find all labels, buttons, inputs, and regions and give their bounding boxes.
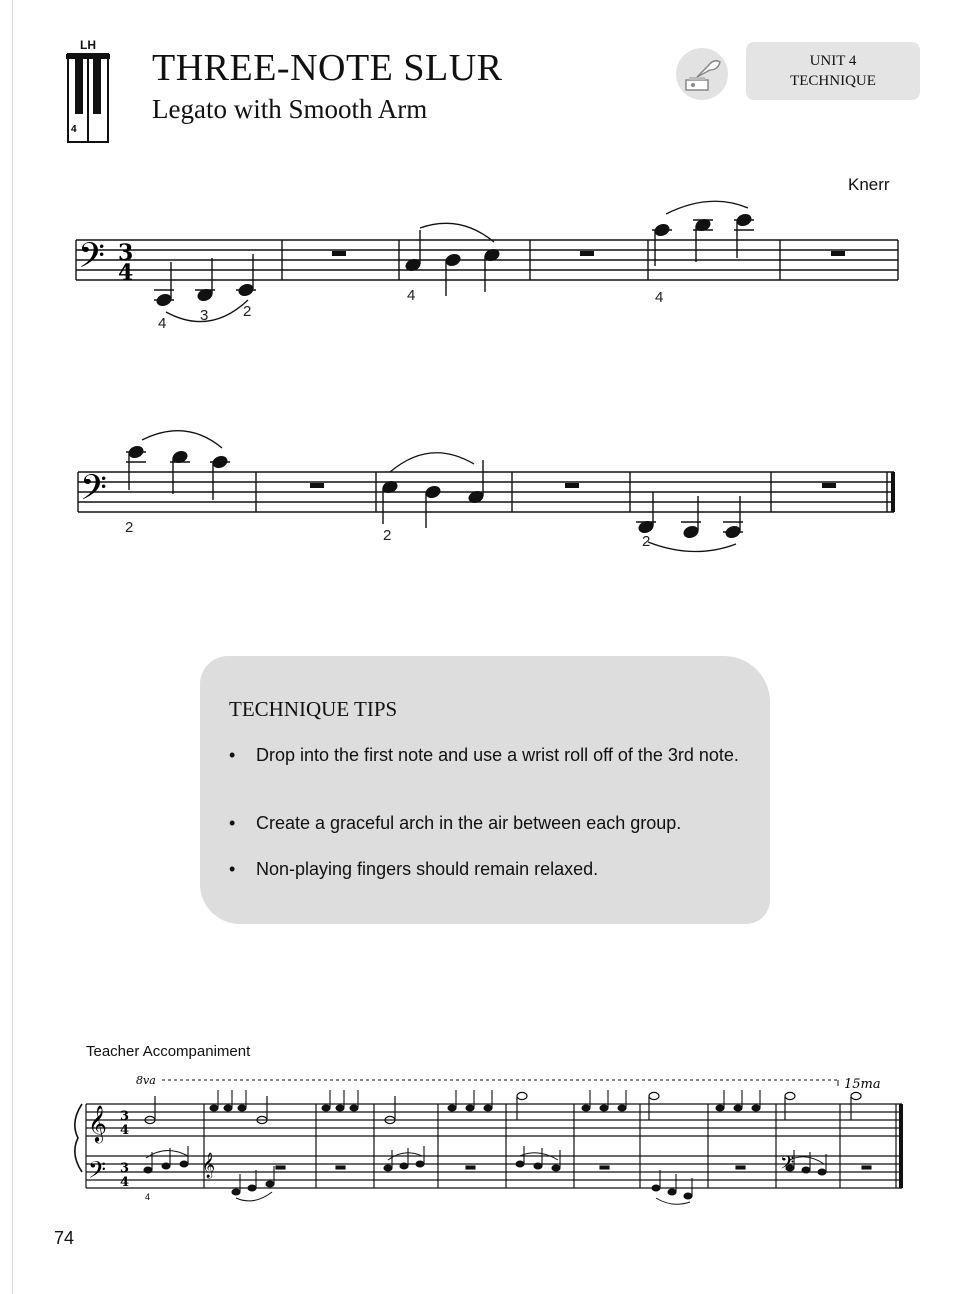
music-system-2	[0, 420, 974, 560]
note	[336, 1105, 344, 1111]
page-title: THREE-NOTE SLUR	[152, 47, 503, 89]
note	[752, 1105, 760, 1111]
page-number: 74	[54, 1228, 75, 1248]
note	[212, 455, 229, 469]
bullet-icon: •	[229, 813, 236, 833]
note	[224, 1105, 232, 1111]
hand-label: LH	[80, 38, 96, 52]
note	[322, 1105, 330, 1111]
note	[466, 1105, 474, 1111]
keyboard-finger-label: 4	[71, 124, 77, 135]
note	[162, 1163, 170, 1169]
bullet-icon: •	[229, 859, 236, 879]
rest	[565, 483, 579, 488]
rest	[862, 1166, 871, 1169]
octave-mark: 8va	[136, 1074, 156, 1087]
accompaniment-label: Teacher Accompaniment	[86, 1043, 251, 1060]
note	[484, 1105, 492, 1111]
note	[144, 1167, 152, 1173]
note	[600, 1105, 608, 1111]
gramophone-icon[interactable]	[674, 46, 730, 102]
bass-clef-icon: 𝄢	[88, 1156, 107, 1189]
slur	[648, 542, 736, 552]
fingering: 3	[200, 307, 209, 324]
rest	[276, 1166, 285, 1169]
note	[350, 1105, 358, 1111]
tip-text: Drop into the first note and use a wrist roll off of the 3rd note.	[256, 745, 739, 765]
note	[248, 1185, 256, 1191]
unit-badge-line1: UNIT 4	[809, 53, 857, 69]
time-signature-top: 3	[118, 240, 134, 266]
bass-clef-change-icon: 𝄢	[780, 1153, 795, 1178]
rest	[822, 483, 836, 488]
rest	[736, 1166, 745, 1169]
treble-clef-icon: 𝄞	[88, 1104, 107, 1142]
slur	[142, 431, 222, 448]
tips-heading: TECHNIQUE TIPS	[229, 697, 398, 721]
fingering: 4	[407, 287, 416, 304]
note	[238, 283, 255, 297]
note	[400, 1163, 408, 1169]
slur	[666, 201, 748, 214]
note	[652, 1185, 660, 1191]
note	[425, 485, 442, 499]
slur	[236, 1192, 272, 1201]
unit-badge	[746, 42, 920, 100]
note	[238, 1105, 246, 1111]
slur	[420, 223, 494, 242]
note	[156, 293, 173, 307]
fingering: 4	[158, 315, 167, 332]
note	[725, 525, 742, 539]
fingering: 2	[243, 303, 252, 320]
rest	[580, 251, 594, 256]
note	[416, 1161, 424, 1167]
keyboard-diagram-icon	[66, 40, 112, 144]
slur	[790, 1157, 824, 1164]
time-signature-top: 3	[120, 1109, 130, 1124]
slur	[390, 453, 474, 472]
note	[128, 445, 145, 459]
note	[618, 1105, 626, 1111]
treble-clef-change-icon: 𝄞	[202, 1153, 216, 1178]
note	[734, 1105, 742, 1111]
slur	[656, 1198, 690, 1204]
note	[654, 223, 671, 237]
note	[180, 1161, 188, 1167]
octave-mark-2: 15ma	[844, 1077, 881, 1092]
note	[534, 1163, 542, 1169]
fingering: 4	[655, 289, 664, 306]
note	[736, 213, 753, 227]
note	[448, 1105, 456, 1111]
fingering: 2	[125, 519, 134, 536]
note	[668, 1189, 676, 1195]
page-subtitle: Legato with Smooth Arm	[152, 94, 428, 124]
tip-text: Create a graceful arch in the air between each group.	[256, 813, 682, 833]
note	[582, 1105, 590, 1111]
music-system-1	[0, 200, 974, 350]
half-note	[517, 1092, 527, 1099]
note	[445, 253, 462, 267]
note	[802, 1167, 810, 1173]
bullet-icon: •	[229, 745, 236, 765]
rest	[466, 1166, 475, 1169]
note	[266, 1181, 274, 1187]
half-note	[649, 1092, 659, 1099]
composer-name: Knerr	[848, 175, 890, 194]
note	[818, 1169, 826, 1175]
accompaniment-system	[0, 1068, 974, 1208]
note	[684, 1193, 692, 1199]
bass-clef-icon: 𝄢	[78, 235, 106, 284]
bass-clef-icon: 𝄢	[80, 467, 108, 516]
time-signature-top: 3	[120, 1161, 130, 1176]
rest	[310, 483, 324, 488]
rest	[831, 251, 845, 256]
time-signature-bottom: 4	[120, 1123, 130, 1138]
time-signature-bottom: 4	[120, 1175, 130, 1190]
note	[384, 1165, 392, 1171]
note	[552, 1165, 560, 1171]
half-note	[851, 1092, 861, 1099]
rest	[332, 251, 346, 256]
note	[716, 1105, 724, 1111]
fingering: 4	[145, 1192, 151, 1202]
note	[210, 1105, 218, 1111]
tip-text: Non-playing fingers should remain relaxed.	[256, 859, 599, 879]
rest	[600, 1166, 609, 1169]
unit-badge-line2: TECHNIQUE	[790, 73, 876, 89]
note	[232, 1189, 240, 1195]
fingering: 2	[383, 527, 392, 544]
note	[683, 525, 700, 539]
rest	[336, 1166, 345, 1169]
note	[516, 1161, 524, 1167]
fingering: 2	[642, 533, 651, 550]
time-signature-bottom: 4	[118, 260, 134, 286]
brace	[75, 1104, 82, 1172]
half-note	[785, 1092, 795, 1099]
